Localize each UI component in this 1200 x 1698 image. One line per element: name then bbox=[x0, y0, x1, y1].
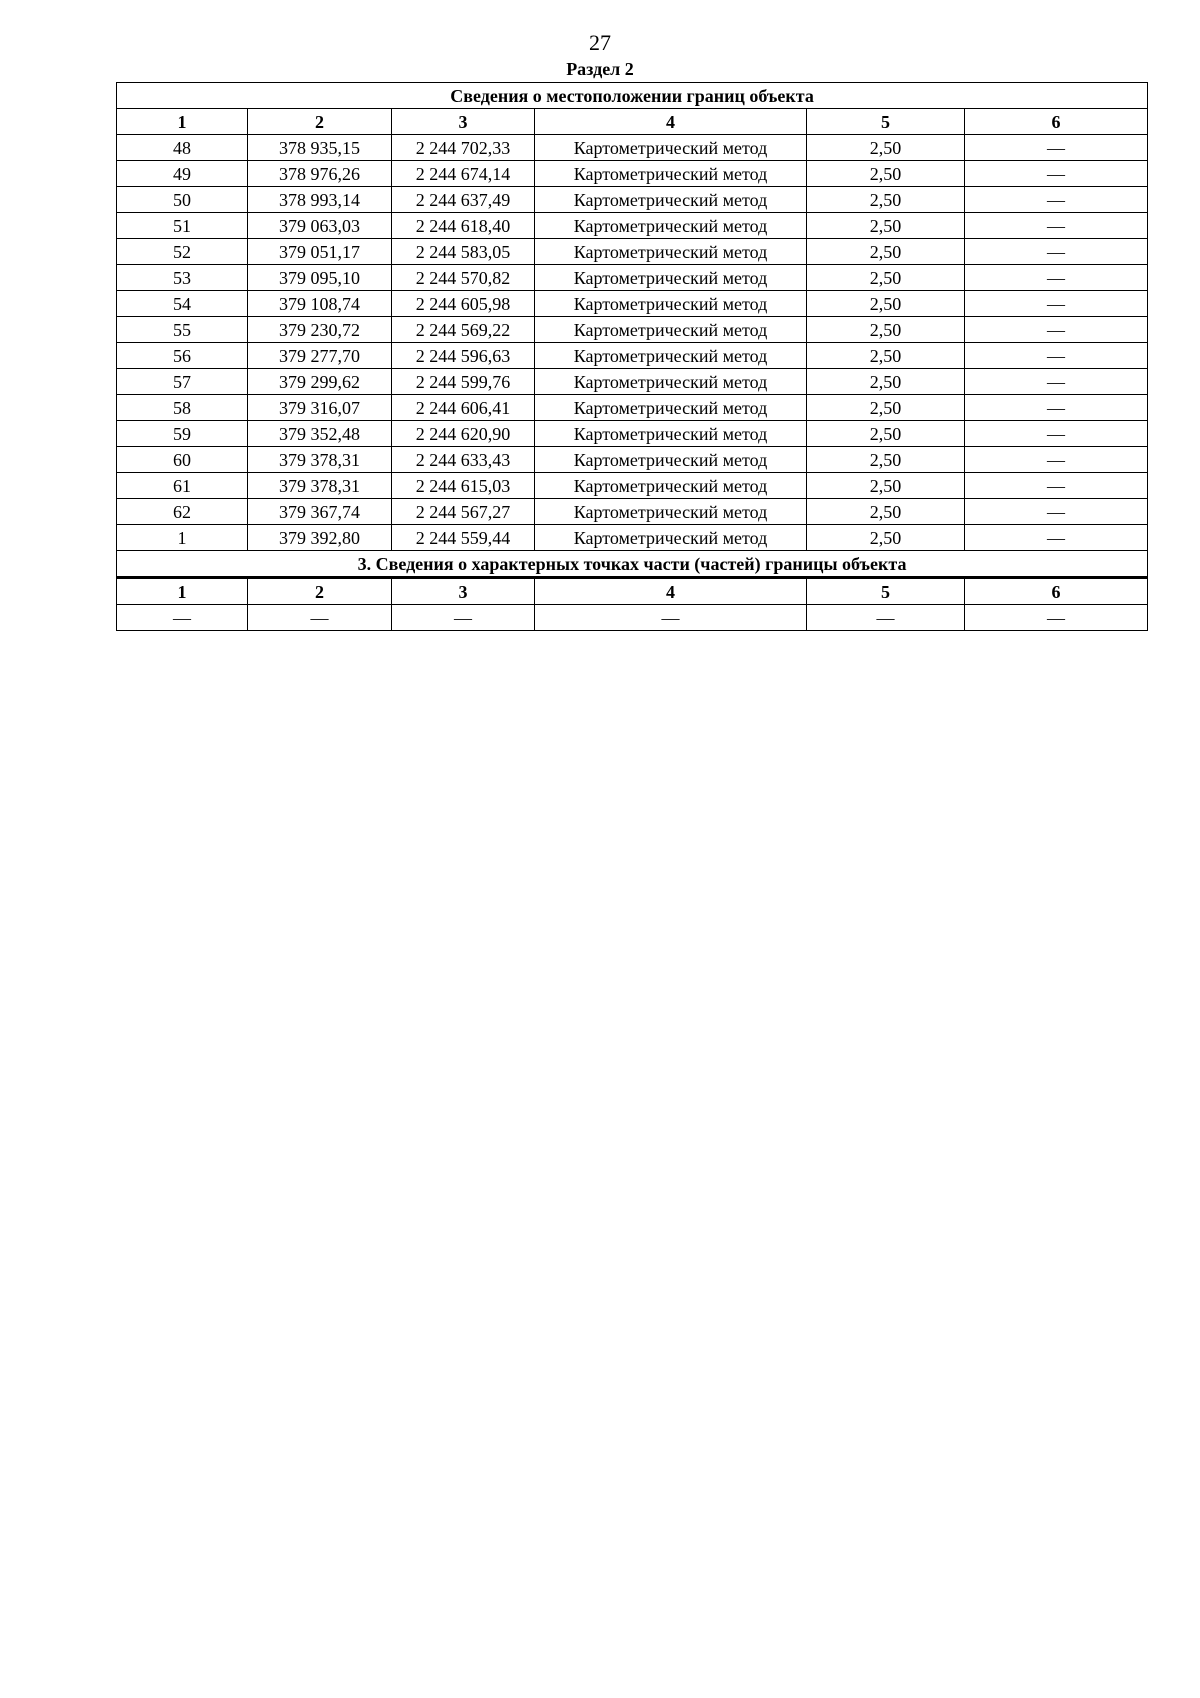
table-row bbox=[117, 605, 1148, 631]
table-cell: 52 bbox=[117, 239, 248, 265]
table-cell: — bbox=[965, 317, 1148, 343]
table-cell: 2 244 567,27 bbox=[392, 499, 535, 525]
table-cell: 56 bbox=[117, 343, 248, 369]
table-cell: 53 bbox=[117, 265, 248, 291]
table-cell: — bbox=[965, 343, 1148, 369]
table-cell: Картометрический метод bbox=[535, 187, 807, 213]
table-cell: 379 277,70 bbox=[248, 343, 392, 369]
table-cell: Картометрический метод bbox=[535, 161, 807, 187]
table-cell: 2 244 620,90 bbox=[392, 421, 535, 447]
table-caption-row bbox=[117, 551, 1148, 578]
table-row bbox=[117, 525, 1148, 551]
table-cell: Картометрический метод bbox=[535, 291, 807, 317]
table-cell: 2 244 570,82 bbox=[392, 265, 535, 291]
table-cell: — bbox=[965, 291, 1148, 317]
column-number-header: 2 bbox=[248, 578, 392, 605]
table-cell: — bbox=[965, 187, 1148, 213]
column-number-header-row bbox=[117, 109, 1148, 135]
table-cell: — bbox=[965, 161, 1148, 187]
column-number-header: 6 bbox=[965, 578, 1148, 605]
table-cell: 2,50 bbox=[807, 395, 965, 421]
table-cell: 1 bbox=[117, 525, 248, 551]
table-cell: 48 bbox=[117, 135, 248, 161]
page-number: 27 bbox=[589, 30, 611, 55]
table-cell: 2,50 bbox=[807, 473, 965, 499]
table-cell: 379 378,31 bbox=[248, 473, 392, 499]
table-cell: Картометрический метод bbox=[535, 499, 807, 525]
column-number-header: 5 bbox=[807, 578, 965, 605]
table-cell: 379 063,03 bbox=[248, 213, 392, 239]
column-number-header: 4 bbox=[535, 109, 807, 135]
table-cell: 2,50 bbox=[807, 499, 965, 525]
table-cell: Картометрический метод bbox=[535, 395, 807, 421]
table-cell: 379 316,07 bbox=[248, 395, 392, 421]
table-cell: Картометрический метод bbox=[535, 421, 807, 447]
table-cell: 2,50 bbox=[807, 317, 965, 343]
section-title: Раздел 2 bbox=[566, 59, 634, 79]
table-cell: Картометрический метод bbox=[535, 473, 807, 499]
table-cell: Картометрический метод bbox=[535, 213, 807, 239]
table-row bbox=[117, 499, 1148, 525]
table-cell: — bbox=[535, 605, 807, 631]
column-number-header: 1 bbox=[117, 109, 248, 135]
table-cell: 58 bbox=[117, 395, 248, 421]
table-cell: 2 244 615,03 bbox=[392, 473, 535, 499]
column-number-header: 6 bbox=[965, 109, 1148, 135]
table-cell: 60 bbox=[117, 447, 248, 473]
table-row bbox=[117, 473, 1148, 499]
table-cell: 2,50 bbox=[807, 265, 965, 291]
table-cell: 379 299,62 bbox=[248, 369, 392, 395]
table-cell: — bbox=[965, 369, 1148, 395]
table-cell: — bbox=[965, 421, 1148, 447]
table-cell: — bbox=[392, 605, 535, 631]
table-cell: — bbox=[965, 395, 1148, 421]
table-cell: 55 bbox=[117, 317, 248, 343]
table-cell: 379 392,80 bbox=[248, 525, 392, 551]
table-cell: 2 244 596,63 bbox=[392, 343, 535, 369]
table-cell: 379 051,17 bbox=[248, 239, 392, 265]
table-cell: — bbox=[965, 499, 1148, 525]
table-row bbox=[117, 421, 1148, 447]
table-cell: 2,50 bbox=[807, 525, 965, 551]
table-cell: 378 993,14 bbox=[248, 187, 392, 213]
table-cell: 51 bbox=[117, 213, 248, 239]
table-cell: — bbox=[965, 213, 1148, 239]
table-body bbox=[117, 83, 1148, 631]
table-cell: 2 244 633,43 bbox=[392, 447, 535, 473]
table-cell: 2,50 bbox=[807, 291, 965, 317]
table-cell: Картометрический метод bbox=[535, 343, 807, 369]
table-cell: 2 244 569,22 bbox=[392, 317, 535, 343]
table-cell: — bbox=[807, 605, 965, 631]
table-cell: 54 bbox=[117, 291, 248, 317]
column-number-header: 1 bbox=[117, 578, 248, 605]
table-cell: 50 bbox=[117, 187, 248, 213]
table-cell: 2,50 bbox=[807, 213, 965, 239]
table-caption-row bbox=[117, 83, 1148, 109]
table-cell: 379 108,74 bbox=[248, 291, 392, 317]
table-cell: 2,50 bbox=[807, 161, 965, 187]
table-cell: 379 367,74 bbox=[248, 499, 392, 525]
table-cell: Картометрический метод bbox=[535, 265, 807, 291]
table-cell: 2 244 605,98 bbox=[392, 291, 535, 317]
table-cell: 2 244 618,40 bbox=[392, 213, 535, 239]
column-number-header: 3 bbox=[392, 109, 535, 135]
table-cell: 379 352,48 bbox=[248, 421, 392, 447]
column-number-header: 3 bbox=[392, 578, 535, 605]
table-cell: 2,50 bbox=[807, 343, 965, 369]
table-cell: 49 bbox=[117, 161, 248, 187]
table-row bbox=[117, 369, 1148, 395]
table-cell: Картометрический метод bbox=[535, 525, 807, 551]
table-row bbox=[117, 265, 1148, 291]
table-cell: 59 bbox=[117, 421, 248, 447]
table-row bbox=[117, 317, 1148, 343]
table-cell: 2 244 637,49 bbox=[392, 187, 535, 213]
column-number-header: 5 bbox=[807, 109, 965, 135]
table-cell: 57 bbox=[117, 369, 248, 395]
table-cell: — bbox=[248, 605, 392, 631]
table-cell: 2 244 606,41 bbox=[392, 395, 535, 421]
table-cell: — bbox=[965, 239, 1148, 265]
table-row bbox=[117, 447, 1148, 473]
table-cell: Картометрический метод bbox=[535, 369, 807, 395]
table-caption: 3. Сведения о характерных точках части (частей) границы объекта bbox=[117, 551, 1148, 578]
table-cell: Картометрический метод bbox=[535, 317, 807, 343]
table-cell: 2,50 bbox=[807, 187, 965, 213]
table-row bbox=[117, 161, 1148, 187]
table-cell: — bbox=[965, 265, 1148, 291]
table-cell: 62 bbox=[117, 499, 248, 525]
table-cell: — bbox=[965, 605, 1148, 631]
table-cell: Картометрический метод bbox=[535, 135, 807, 161]
column-number-header: 4 bbox=[535, 578, 807, 605]
table-cell: 378 935,15 bbox=[248, 135, 392, 161]
table-cell: 2 244 583,05 bbox=[392, 239, 535, 265]
table-cell: — bbox=[965, 525, 1148, 551]
table-cell: Картометрический метод bbox=[535, 447, 807, 473]
table-cell: — bbox=[965, 447, 1148, 473]
boundary-coordinates-table bbox=[116, 82, 1148, 631]
table-row bbox=[117, 135, 1148, 161]
table-cell: 2 244 559,44 bbox=[392, 525, 535, 551]
table-cell: 378 976,26 bbox=[248, 161, 392, 187]
table-cell: 379 095,10 bbox=[248, 265, 392, 291]
table-cell: 2 244 599,76 bbox=[392, 369, 535, 395]
table-row bbox=[117, 395, 1148, 421]
table-cell: 61 bbox=[117, 473, 248, 499]
table-caption: Сведения о местоположении границ объекта bbox=[117, 83, 1148, 109]
column-number-header: 2 bbox=[248, 109, 392, 135]
table-row bbox=[117, 213, 1148, 239]
table-cell: 2,50 bbox=[807, 135, 965, 161]
table-row bbox=[117, 239, 1148, 265]
table-cell: 2,50 bbox=[807, 447, 965, 473]
table-row bbox=[117, 343, 1148, 369]
column-number-header-row bbox=[117, 578, 1148, 605]
table-cell: Картометрический метод bbox=[535, 239, 807, 265]
table-cell: 2 244 674,14 bbox=[392, 161, 535, 187]
table-cell: 2,50 bbox=[807, 369, 965, 395]
table-cell: 2,50 bbox=[807, 239, 965, 265]
table-cell: — bbox=[965, 473, 1148, 499]
table-cell: 2 244 702,33 bbox=[392, 135, 535, 161]
table-cell: — bbox=[965, 135, 1148, 161]
table-row bbox=[117, 291, 1148, 317]
table-cell: — bbox=[117, 605, 248, 631]
table-cell: 379 378,31 bbox=[248, 447, 392, 473]
table-cell: 2,50 bbox=[807, 421, 965, 447]
table-cell: 379 230,72 bbox=[248, 317, 392, 343]
table-row bbox=[117, 187, 1148, 213]
